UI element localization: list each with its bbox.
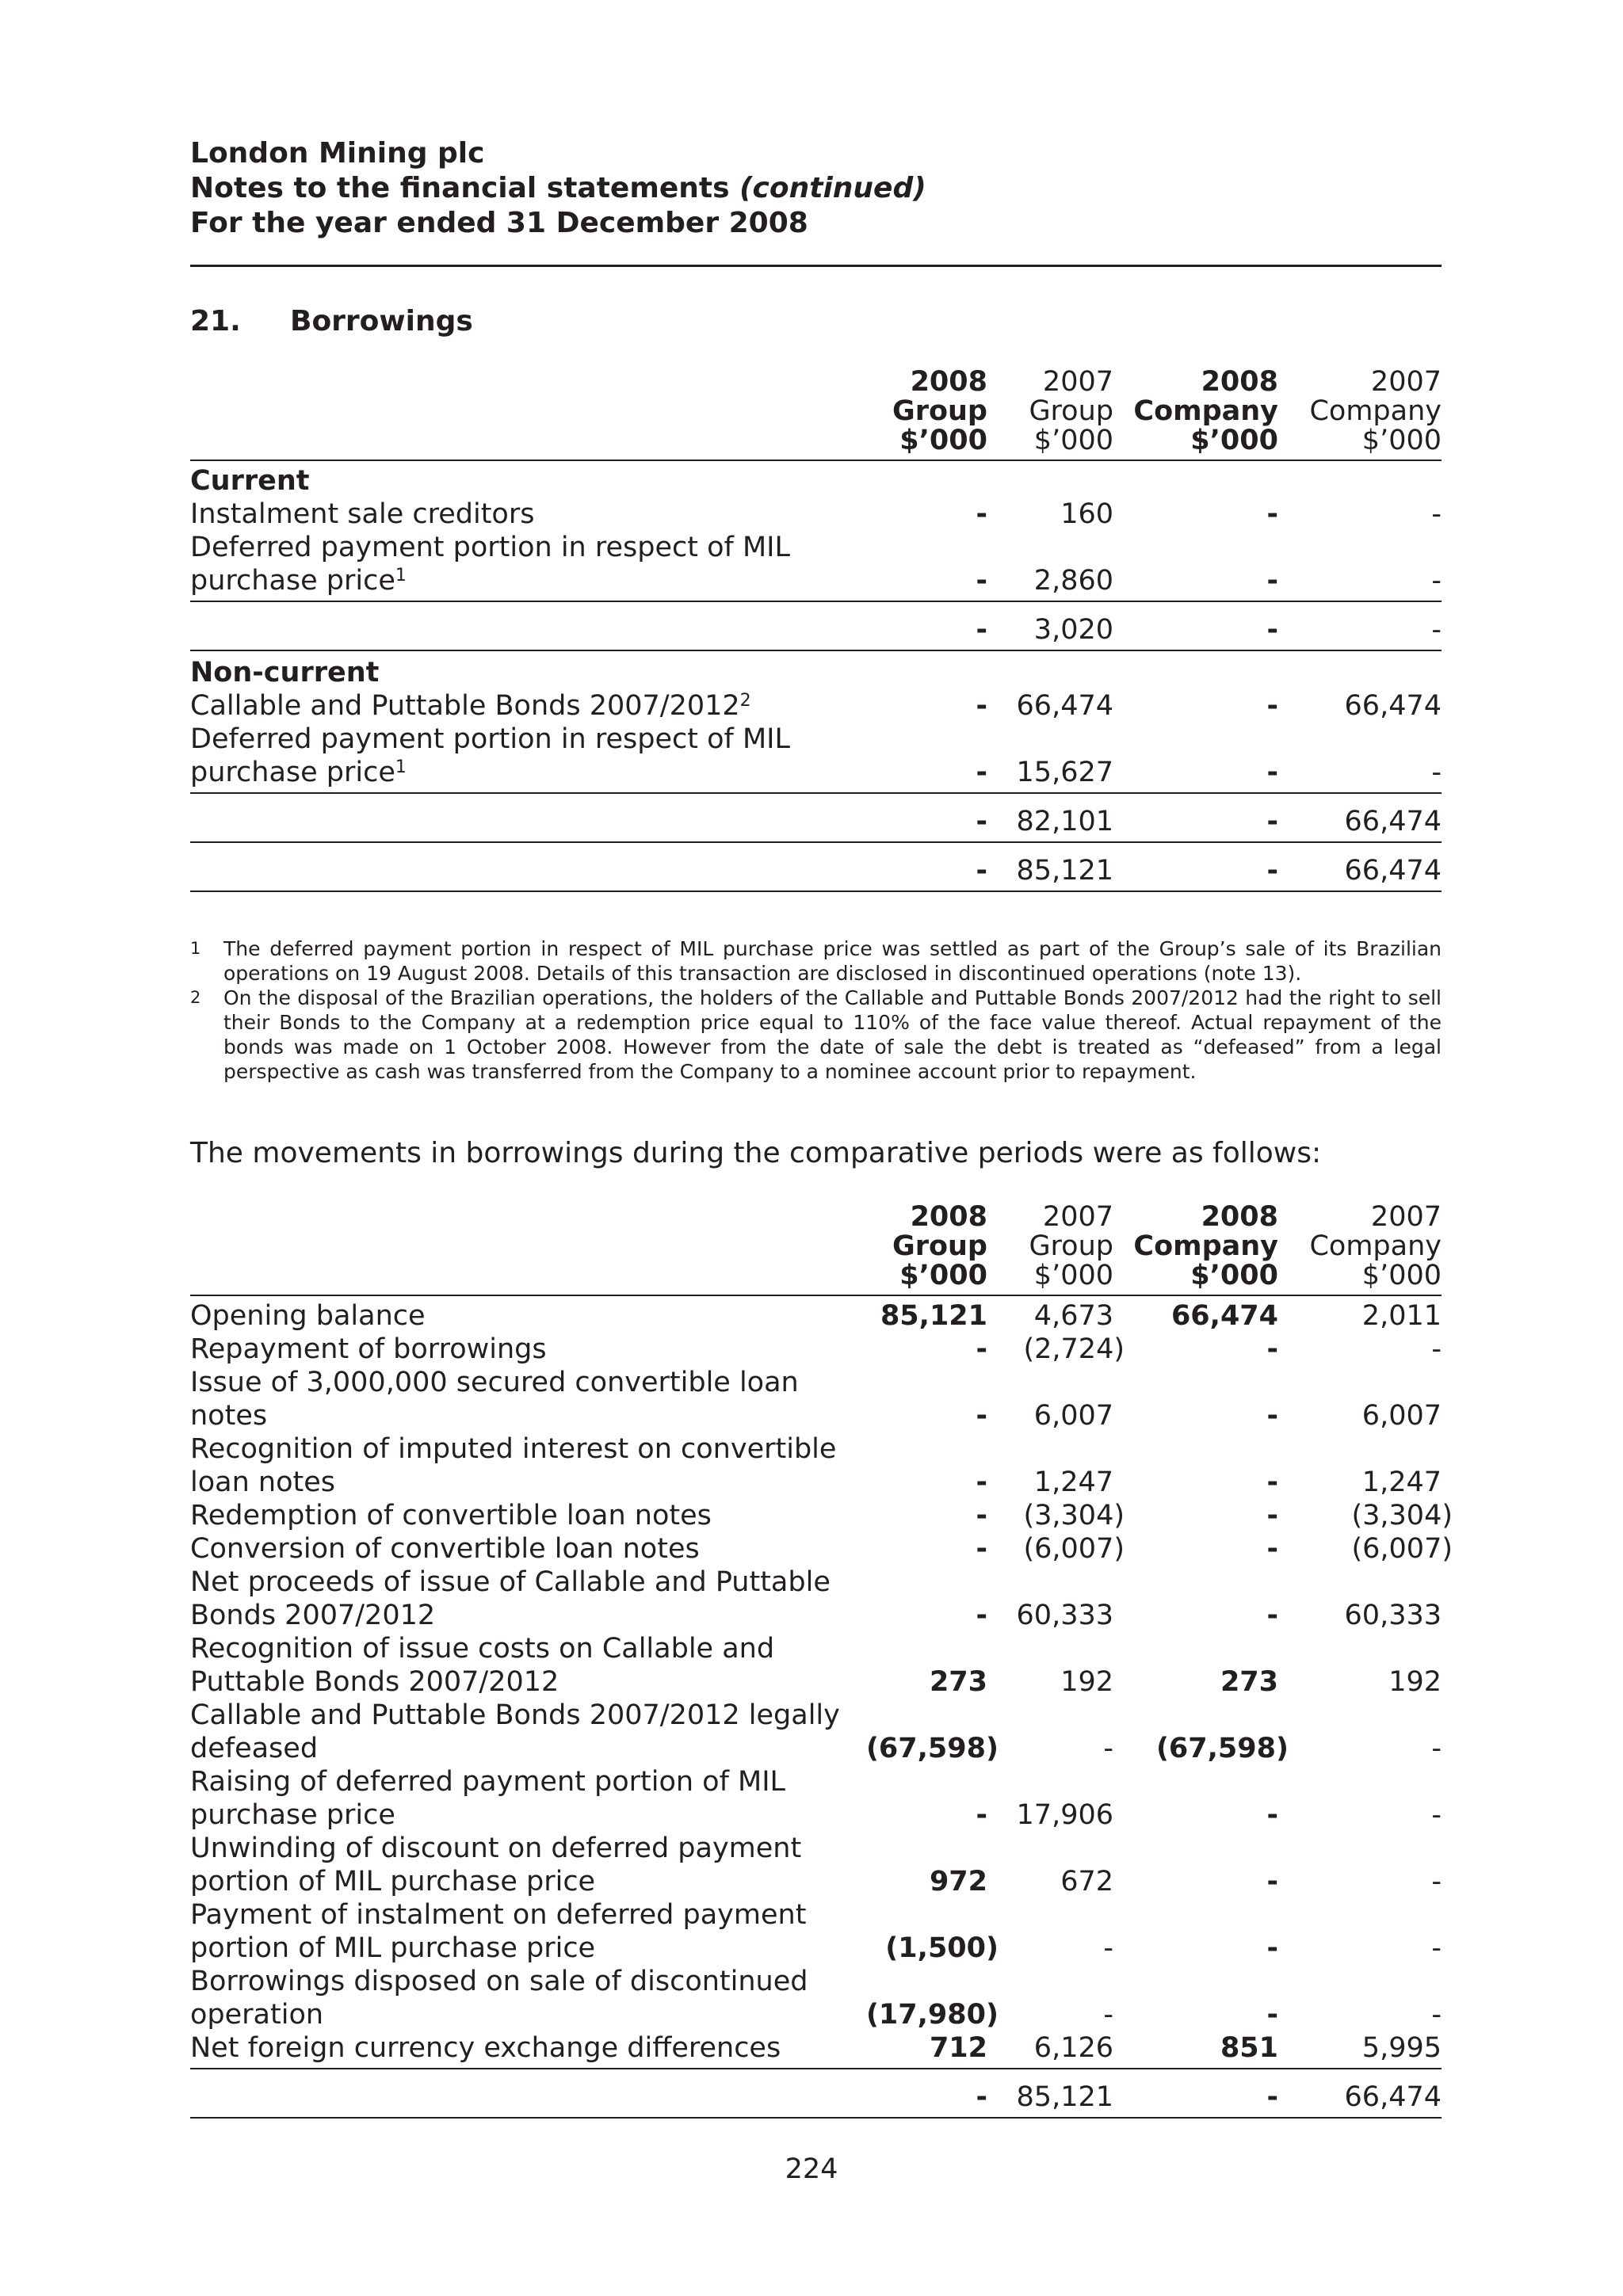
cell: - bbox=[976, 1533, 987, 1565]
footnote-ref: 2 bbox=[739, 691, 751, 711]
col-header-2008-company: 2008 Company $’000 bbox=[1133, 1201, 1278, 1291]
cell: (67,598) bbox=[1155, 1733, 1289, 1764]
table-row bbox=[190, 1765, 1442, 1798]
row-label: Recognition of issue costs on Callable and bbox=[190, 1633, 775, 1665]
table-row bbox=[190, 1998, 1442, 2031]
table-row bbox=[190, 613, 1442, 646]
table-row bbox=[190, 805, 1442, 838]
current-heading: Current bbox=[190, 465, 310, 497]
cell: 66,474 bbox=[1016, 690, 1113, 722]
row-label: Instalment sale creditors bbox=[190, 498, 535, 530]
cell: - bbox=[1266, 1500, 1278, 1531]
cell: 3,020 bbox=[1033, 614, 1113, 646]
table-row bbox=[190, 1366, 1442, 1399]
cell: - bbox=[1266, 2081, 1278, 2113]
cell: - bbox=[976, 498, 987, 530]
row-label: purchase price$^1$ bbox=[190, 565, 407, 597]
row-label: Opening balance bbox=[190, 1300, 426, 1332]
cell: - bbox=[976, 1466, 987, 1498]
subtotal-rule bbox=[190, 601, 1442, 602]
row-label: Raising of deferred payment portion of MIL bbox=[190, 1766, 786, 1798]
subtotal-rule bbox=[190, 792, 1442, 794]
cell: 2,011 bbox=[1361, 1300, 1442, 1332]
cell: 66,474 bbox=[1344, 690, 1442, 722]
cell: 82,101 bbox=[1016, 806, 1113, 837]
header-underline bbox=[190, 1295, 1442, 1296]
cell: - bbox=[1431, 1866, 1442, 1897]
cell: - bbox=[976, 1799, 987, 1831]
cell: - bbox=[1266, 1400, 1278, 1432]
cell: - bbox=[1431, 565, 1442, 597]
table-row bbox=[190, 1599, 1442, 1632]
cell: 273 bbox=[929, 1666, 987, 1698]
cell: - bbox=[976, 2081, 987, 2113]
row-label: Net foreign currency exchange differences bbox=[190, 2032, 781, 2064]
row-label: purchase price bbox=[190, 1799, 395, 1831]
cell: 4,673 bbox=[1033, 1300, 1113, 1332]
section-number: 21. bbox=[190, 305, 241, 338]
footnote-ref: 1 bbox=[395, 757, 407, 777]
cell: 672 bbox=[1060, 1866, 1113, 1897]
row-label: Callable and Puttable Bonds 2007/2012$^2$ bbox=[190, 690, 751, 722]
cell: 15,627 bbox=[1016, 757, 1113, 788]
table-row bbox=[190, 1699, 1442, 1732]
cell: 6,007 bbox=[1033, 1400, 1113, 1432]
table-row bbox=[190, 1965, 1442, 1998]
table-row bbox=[190, 1832, 1442, 1865]
table-row bbox=[190, 1798, 1442, 1832]
cell: 972 bbox=[929, 1866, 987, 1897]
cell: (3,304) bbox=[1023, 1500, 1125, 1531]
row-label: Callable and Puttable Bonds 2007/2012 legally bbox=[190, 1699, 840, 1731]
row-label: Puttable Bonds 2007/2012 bbox=[190, 1666, 559, 1698]
row-label: operation bbox=[190, 1999, 324, 2031]
row-label: Borrowings disposed on sale of discontinued bbox=[190, 1966, 808, 1997]
table-row bbox=[190, 656, 1442, 689]
total-rule bbox=[190, 841, 1442, 843]
notes-continued: (continued) bbox=[739, 172, 926, 204]
cell: 2,860 bbox=[1033, 565, 1113, 597]
cell: (6,007) bbox=[1023, 1533, 1125, 1565]
cell: - bbox=[1431, 614, 1442, 646]
cell: - bbox=[976, 1600, 987, 1631]
table-row bbox=[190, 1632, 1442, 1665]
table-row bbox=[190, 1865, 1442, 1898]
cell: 66,474 bbox=[1344, 2081, 1442, 2113]
cell: - bbox=[976, 1500, 987, 1531]
footnote-1 bbox=[190, 936, 1442, 986]
table-row bbox=[190, 2031, 1442, 2065]
cell: - bbox=[976, 757, 987, 788]
cell: - bbox=[1266, 1466, 1278, 1498]
row-label: portion of MIL purchase price bbox=[190, 1866, 596, 1897]
table-row bbox=[190, 854, 1442, 887]
table-row bbox=[190, 564, 1442, 597]
subtotal-rule bbox=[190, 2068, 1442, 2069]
row-label: purchase price$^1$ bbox=[190, 757, 407, 788]
cell: 60,333 bbox=[1344, 1600, 1442, 1631]
cell: (17,980) bbox=[865, 1999, 999, 2031]
cell: 66,474 bbox=[1170, 1300, 1278, 1332]
row-label: Redemption of convertible loan notes bbox=[190, 1500, 712, 1531]
table-row bbox=[190, 498, 1442, 531]
cell: 85,121 bbox=[1016, 855, 1113, 887]
cell: - bbox=[976, 690, 987, 722]
cell: 85,121 bbox=[880, 1300, 987, 1332]
cell: - bbox=[1266, 565, 1278, 597]
cell: - bbox=[1266, 614, 1278, 646]
table-row bbox=[190, 1932, 1442, 1965]
table-row bbox=[190, 1566, 1442, 1599]
table-row bbox=[190, 1432, 1442, 1466]
cell: (2,724) bbox=[1023, 1333, 1125, 1365]
row-label: Repayment of borrowings bbox=[190, 1333, 547, 1365]
cell: - bbox=[1431, 498, 1442, 530]
cell: - bbox=[1266, 498, 1278, 530]
grand-total-rule bbox=[190, 891, 1442, 892]
table-row bbox=[190, 2081, 1442, 2114]
cell: (67,598) bbox=[865, 1733, 999, 1764]
cell: 712 bbox=[929, 2032, 987, 2064]
cell: 66,474 bbox=[1344, 806, 1442, 837]
notes-title bbox=[190, 171, 926, 206]
cell: 6,126 bbox=[1033, 2032, 1113, 2064]
table-row bbox=[190, 1532, 1453, 1566]
table-row bbox=[190, 756, 1442, 789]
cell: 192 bbox=[1060, 1666, 1113, 1698]
row-label: Issue of 3,000,000 secured convertible loan bbox=[190, 1367, 799, 1398]
notes-title-text: Notes to the financial statements bbox=[190, 172, 730, 204]
cell: - bbox=[1431, 1932, 1442, 1964]
cell: - bbox=[976, 806, 987, 837]
movements-intro: The movements in borrowings during the comparative periods were as follows: bbox=[190, 1137, 1322, 1169]
table-row bbox=[190, 1499, 1453, 1532]
cell: - bbox=[1266, 806, 1278, 837]
row-label: defeased bbox=[190, 1733, 319, 1764]
cell: (1,500) bbox=[885, 1932, 999, 1964]
cell: - bbox=[1431, 1799, 1442, 1831]
footnote-mark: 1 bbox=[190, 939, 201, 958]
table-row bbox=[190, 689, 1442, 723]
table-row bbox=[190, 1898, 1442, 1932]
col-header-2008-group: 2008 Group $’000 bbox=[892, 1201, 987, 1291]
col-header-2008-group: 2008 Group $’000 bbox=[892, 366, 987, 456]
footnotes bbox=[190, 936, 1442, 1084]
row-label: portion of MIL purchase price bbox=[190, 1932, 596, 1964]
cell: - bbox=[1266, 1799, 1278, 1831]
cell: 160 bbox=[1060, 498, 1113, 530]
cell: 60,333 bbox=[1016, 1600, 1113, 1631]
page-number: 224 bbox=[785, 2153, 838, 2185]
cell: - bbox=[1103, 1999, 1113, 2031]
table-row bbox=[190, 531, 1442, 564]
cell: 66,474 bbox=[1344, 855, 1442, 887]
row-label: Bonds 2007/2012 bbox=[190, 1600, 436, 1631]
cell: - bbox=[1266, 1600, 1278, 1631]
section-name: Borrowings bbox=[290, 305, 473, 338]
row-label: Payment of instalment on deferred payment bbox=[190, 1899, 807, 1931]
col-header-2007-company: 2007 Company $’000 bbox=[1309, 1201, 1442, 1291]
noncurrent-heading: Non-current bbox=[190, 657, 380, 688]
row-label: Net proceeds of issue of Callable and Puttable bbox=[190, 1566, 831, 1598]
row-label: Deferred payment portion in respect of MIL bbox=[190, 532, 790, 563]
cell: 851 bbox=[1220, 2032, 1278, 2064]
cell: - bbox=[1266, 1999, 1278, 2031]
cell: - bbox=[1266, 690, 1278, 722]
cell: - bbox=[1266, 1333, 1278, 1365]
cell: - bbox=[1103, 1932, 1113, 1964]
table-row bbox=[190, 1399, 1442, 1432]
footnote-ref: 1 bbox=[395, 566, 407, 585]
header-underline bbox=[190, 460, 1442, 461]
cell: - bbox=[1266, 1866, 1278, 1897]
cell: 1,247 bbox=[1033, 1466, 1113, 1498]
cell: - bbox=[1431, 1733, 1442, 1764]
row-label: notes bbox=[190, 1400, 268, 1432]
cell: 85,121 bbox=[1016, 2081, 1113, 2113]
col-header-2007-company: 2007 Company $’000 bbox=[1309, 366, 1442, 456]
table-row bbox=[190, 1732, 1442, 1765]
header-rule bbox=[190, 265, 1442, 267]
cell: - bbox=[1431, 1999, 1442, 2031]
footnote-text: The deferred payment portion in respect of MIL purchase price was settled as part of the Group’s sale of its Brazilian operations on 19 August 2008. Details of this transaction are disclosed in discontinued operations (note 13). bbox=[223, 937, 1442, 985]
cell: 6,007 bbox=[1361, 1400, 1442, 1432]
cell: 192 bbox=[1388, 1666, 1442, 1698]
table-row bbox=[190, 723, 1442, 756]
cell: - bbox=[976, 565, 987, 597]
cell: 17,906 bbox=[1016, 1799, 1113, 1831]
section-title bbox=[190, 304, 473, 339]
cell: - bbox=[1266, 855, 1278, 887]
table-row bbox=[190, 1665, 1442, 1699]
company-name: London Mining plc bbox=[190, 137, 485, 170]
table-row bbox=[190, 1299, 1442, 1333]
footnote-2 bbox=[190, 986, 1442, 1084]
cell: (3,304) bbox=[1351, 1500, 1453, 1531]
col-header-2007-group: 2007 Group $’000 bbox=[1029, 1201, 1113, 1291]
period-title: For the year ended 31 December 2008 bbox=[190, 207, 808, 239]
cell: - bbox=[1266, 1533, 1278, 1565]
col-header-2007-group: 2007 Group $’000 bbox=[1029, 366, 1113, 456]
cell: - bbox=[1431, 757, 1442, 788]
cell: - bbox=[976, 1333, 987, 1365]
table-row bbox=[190, 464, 1442, 498]
row-label: Conversion of convertible loan notes bbox=[190, 1533, 700, 1565]
cell: - bbox=[1103, 1733, 1113, 1764]
footnote-mark: 2 bbox=[190, 988, 201, 1007]
cell: - bbox=[1431, 1333, 1442, 1365]
row-label: Deferred payment portion in respect of MIL bbox=[190, 723, 790, 755]
row-label: Recognition of imputed interest on convertible bbox=[190, 1433, 837, 1465]
cell: (6,007) bbox=[1351, 1533, 1453, 1565]
row-label: loan notes bbox=[190, 1466, 335, 1498]
cell: 273 bbox=[1220, 1666, 1278, 1698]
table-row bbox=[190, 1333, 1442, 1366]
row-label: Unwinding of discount on deferred payment bbox=[190, 1833, 802, 1864]
cell: - bbox=[976, 1400, 987, 1432]
cell: - bbox=[976, 614, 987, 646]
cell: - bbox=[1266, 757, 1278, 788]
col-header-2008-company: 2008 Company $’000 bbox=[1133, 366, 1278, 456]
total-rule bbox=[190, 2117, 1442, 2119]
cell: - bbox=[1266, 1932, 1278, 1964]
cell: 1,247 bbox=[1361, 1466, 1442, 1498]
total-rule bbox=[190, 650, 1442, 651]
cell: - bbox=[976, 855, 987, 887]
table-row bbox=[190, 1466, 1442, 1499]
footnote-text: On the disposal of the Brazilian operations, the holders of the Callable and Puttable Bonds 2007/2012 had the right to sell their Bonds to the Company at a redemption price equal to 110% of the face value thereof. Actual repayment of the bonds was made on 1 October 2008. However from the date of sale the debt is treated as “defeased” from a legal perspective as cash was transferred from the Company to a nominee account prior to repayment. bbox=[223, 986, 1442, 1083]
cell: 5,995 bbox=[1361, 2032, 1442, 2064]
